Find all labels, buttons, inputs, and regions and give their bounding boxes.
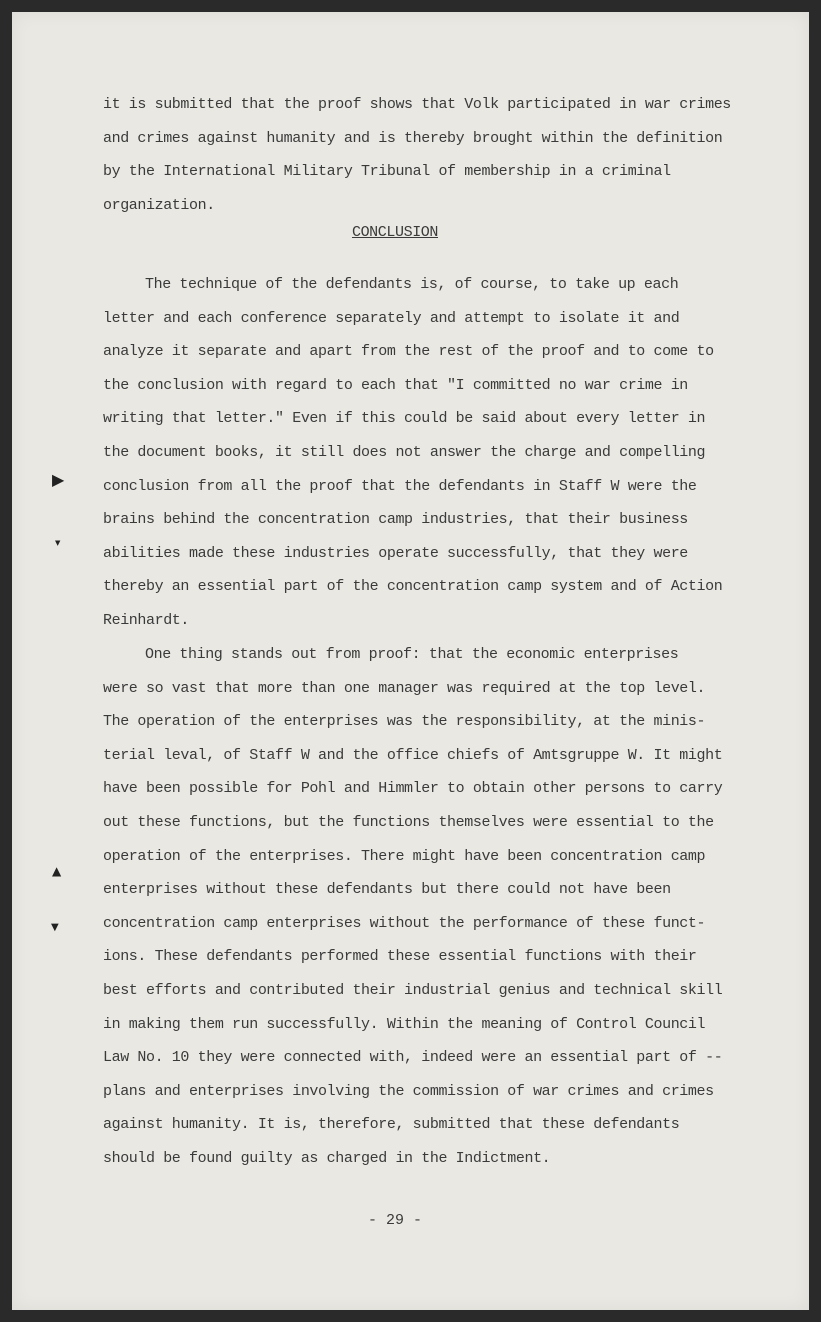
conclusion-paragraph-2: [103, 638, 723, 1176]
text-line: terial leval, of Staff W and the office chiefs of Amtsgruppe W. It might: [103, 746, 723, 764]
margin-mark-icon: ▶: [52, 470, 65, 489]
text-line: in making them run successfully. Within the meaning of Control Council: [103, 1015, 706, 1033]
text-line: abilities made these industries operate successfully, that they were: [103, 544, 688, 562]
text-line: and crimes against humanity and is thereby brought within the definition: [103, 129, 723, 147]
margin-mark-icon: ▼: [55, 539, 61, 547]
text-line: the conclusion with regard to each that "I committed no war crime in: [103, 376, 688, 394]
section-heading: CONCLUSION: [351, 224, 438, 241]
text-line: The technique of the defendants is, of course, to take up each: [145, 276, 679, 293]
intro-paragraph: [103, 88, 731, 222]
text-line: Reinhardt.: [103, 611, 190, 629]
text-line: analyze it separate and apart from the rest of the proof and to come to: [103, 343, 714, 361]
text-line: enterprises without these defendants but there could not have been: [103, 881, 671, 899]
text-line: brains behind the concentration camp industries, that their business: [103, 511, 688, 529]
page-number: - 29 -: [367, 1212, 422, 1229]
margin-mark-icon: ▼: [51, 922, 59, 933]
text-line: have been possible for Pohl and Himmler to obtain other persons to carry: [103, 780, 723, 798]
margin-mark-icon: ▲: [52, 864, 62, 878]
text-line: One thing stands out from proof: that the economic enterprises: [145, 646, 679, 663]
text-line: concentration camp enterprises without the performance of these funct-: [103, 914, 706, 932]
text-line: organization.: [103, 196, 215, 214]
text-line: conclusion from all the proof that the defendants in Staff W were the: [103, 477, 697, 495]
text-line: it is submitted that the proof shows that Volk participated in war crimes: [103, 96, 731, 113]
text-line: operation of the enterprises. There might have been concentration camp: [103, 847, 706, 865]
text-line: The operation of the enterprises was the responsibility, at the minis-: [103, 713, 706, 731]
text-line: thereby an essential part of the concentration camp system and of Action: [103, 578, 723, 596]
text-line: the document books, it still does not answer the charge and compelling: [103, 443, 706, 461]
text-line: Law No. 10 they were connected with, indeed were an essential part of --: [103, 1049, 723, 1067]
text-line: by the International Military Tribunal of membership in a criminal: [103, 163, 671, 181]
text-line: should be found guilty as charged in the Indictment.: [103, 1149, 551, 1167]
text-line: out these functions, but the functions themselves were essential to the: [103, 813, 714, 831]
text-line: plans and enterprises involving the commission of war crimes and crimes: [103, 1082, 714, 1100]
text-line: letter and each conference separately and attempt to isolate it and: [103, 309, 680, 327]
text-line: ions. These defendants performed these essential functions with their: [103, 948, 697, 966]
conclusion-paragraph-1: [103, 268, 723, 638]
text-line: writing that letter." Even if this could be said about every letter in: [103, 410, 706, 428]
text-line: against humanity. It is, therefore, submitted that these defendants: [103, 1116, 680, 1134]
document-page: [12, 12, 809, 1310]
text-line: were so vast that more than one manager was required at the top level.: [103, 679, 706, 697]
text-line: best efforts and contributed their industrial genius and technical skill: [103, 981, 723, 999]
